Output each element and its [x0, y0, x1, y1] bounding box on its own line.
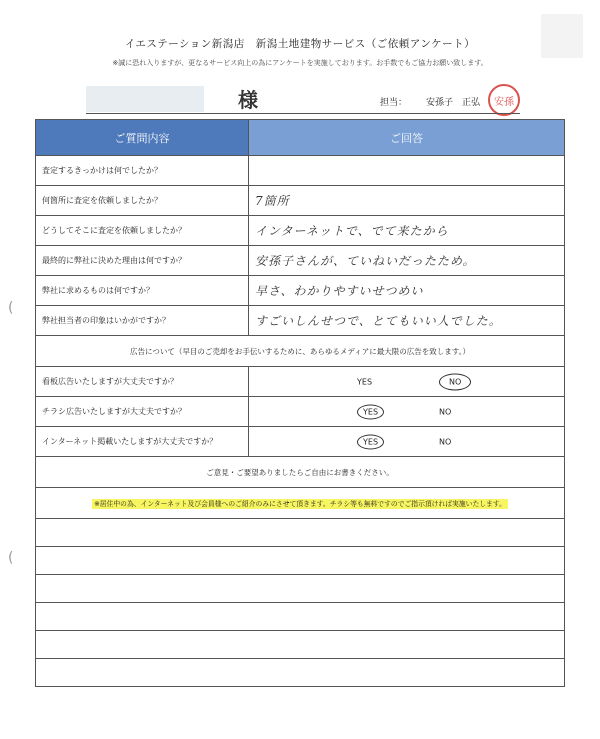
answer-cell[interactable]: 早さ、わかりやすいせつめい	[249, 276, 565, 306]
ad-question-cell: 看板広告いたしますが大丈夫ですか？	[36, 367, 249, 397]
yes-option-selected[interactable]	[357, 434, 384, 449]
blank-line	[36, 631, 565, 659]
blank-comment-line[interactable]	[36, 603, 565, 631]
table-row	[36, 216, 565, 246]
honorific: 様	[238, 88, 258, 112]
comment-cell[interactable]	[36, 488, 565, 519]
table-row	[36, 306, 565, 336]
blank-line	[36, 603, 565, 631]
hand-drawn-circle: NO	[439, 373, 471, 390]
binder-hole-mark: (	[8, 300, 14, 316]
answer-cell[interactable]: インターネットで、でて来たから	[249, 216, 565, 246]
blank-line	[36, 575, 565, 603]
question-cell: 最終的に弊社に決めた理由は何ですか？	[36, 246, 249, 276]
ad-note-row	[36, 336, 565, 367]
table-row	[36, 397, 565, 427]
hand-drawn-circle: YES	[357, 404, 384, 419]
answer-column-header: ご回答	[249, 120, 565, 156]
blank-comment-line[interactable]	[36, 547, 565, 575]
answer-cell[interactable]: 安孫子さんが、ていねいだったため。	[249, 246, 565, 276]
question-cell: 弊社に求めるものは何ですか？	[36, 276, 249, 306]
blank-comment-line[interactable]	[36, 519, 565, 547]
question-cell: 何箇所に査定を依頼しましたか？	[36, 186, 249, 216]
blank-line	[36, 519, 565, 547]
no-option-selected[interactable]	[439, 373, 471, 390]
seal-text: 安孫	[494, 96, 514, 108]
yes-no-options	[249, 427, 565, 457]
yes-option-selected[interactable]	[357, 404, 384, 419]
comment-prompt: ご意見・ご要望ありましたらご自由にお書きください。	[36, 457, 565, 488]
question-cell: 弊社担当者の印象はいかがですか？	[36, 306, 249, 336]
name-underline	[86, 113, 520, 114]
ad-question-cell: チラシ広告いたしますが大丈夫ですか？	[36, 397, 249, 427]
highlighted-comment: ※居住中の為、インターネット及び会員様へのご紹介のみにさせて頂きます。チラシ等も無料ですのでご指示頂ければ実施いたします。	[94, 500, 506, 508]
table-row	[36, 186, 565, 216]
table-row	[36, 367, 565, 397]
staff-seal	[488, 84, 520, 116]
binder-hole-mark: (	[8, 550, 14, 566]
comment-prompt-row	[36, 457, 565, 488]
no-option[interactable]: NO	[439, 407, 452, 416]
survey-table	[35, 119, 565, 687]
blank-comment-line[interactable]	[36, 631, 565, 659]
ad-note: 広告について（早目のご売却をお手伝いするために、あらゆるメディアに最大限の広告を致します。）	[36, 336, 565, 367]
survey-title: イエステーション新潟店 新潟土地建物サービス（ご依頼アンケート）	[124, 38, 476, 50]
table-row	[36, 276, 565, 306]
table-row	[36, 156, 565, 186]
answer-cell[interactable]	[249, 156, 565, 186]
blank-line	[36, 659, 565, 687]
yes-no-options	[249, 397, 565, 427]
answer-cell[interactable]: すごいしんせつで、とてもいい人でした。	[249, 306, 565, 336]
comment-row	[36, 488, 565, 519]
table-row	[36, 427, 565, 457]
question-cell: 査定するきっかけは何でしたか？	[36, 156, 249, 186]
blank-comment-line[interactable]	[36, 575, 565, 603]
answer-cell[interactable]: 7箇所	[249, 186, 565, 216]
staff-label: 担当：	[380, 98, 408, 108]
ad-question-cell: インターネット掲載いたしますが大丈夫ですか？	[36, 427, 249, 457]
question-column-header: ご質問内容	[36, 120, 249, 156]
survey-notice: ※誠に恐れ入りますが、更なるサービス向上の為にアンケートを実施しております。お手数でもご協力お願い致します。	[112, 59, 488, 67]
table-header-row	[36, 120, 565, 156]
no-option[interactable]: NO	[439, 437, 452, 446]
blank-comment-line[interactable]	[36, 659, 565, 687]
hand-drawn-circle: YES	[357, 434, 384, 449]
staff-name: 安孫子 正弘	[426, 98, 481, 108]
question-cell: どうしてそこに査定を依頼しましたか？	[36, 216, 249, 246]
yes-no-options	[249, 367, 565, 397]
redacted-customer-name	[86, 86, 204, 112]
yes-option[interactable]: YES	[357, 377, 373, 386]
blank-line	[36, 547, 565, 575]
table-row	[36, 246, 565, 276]
